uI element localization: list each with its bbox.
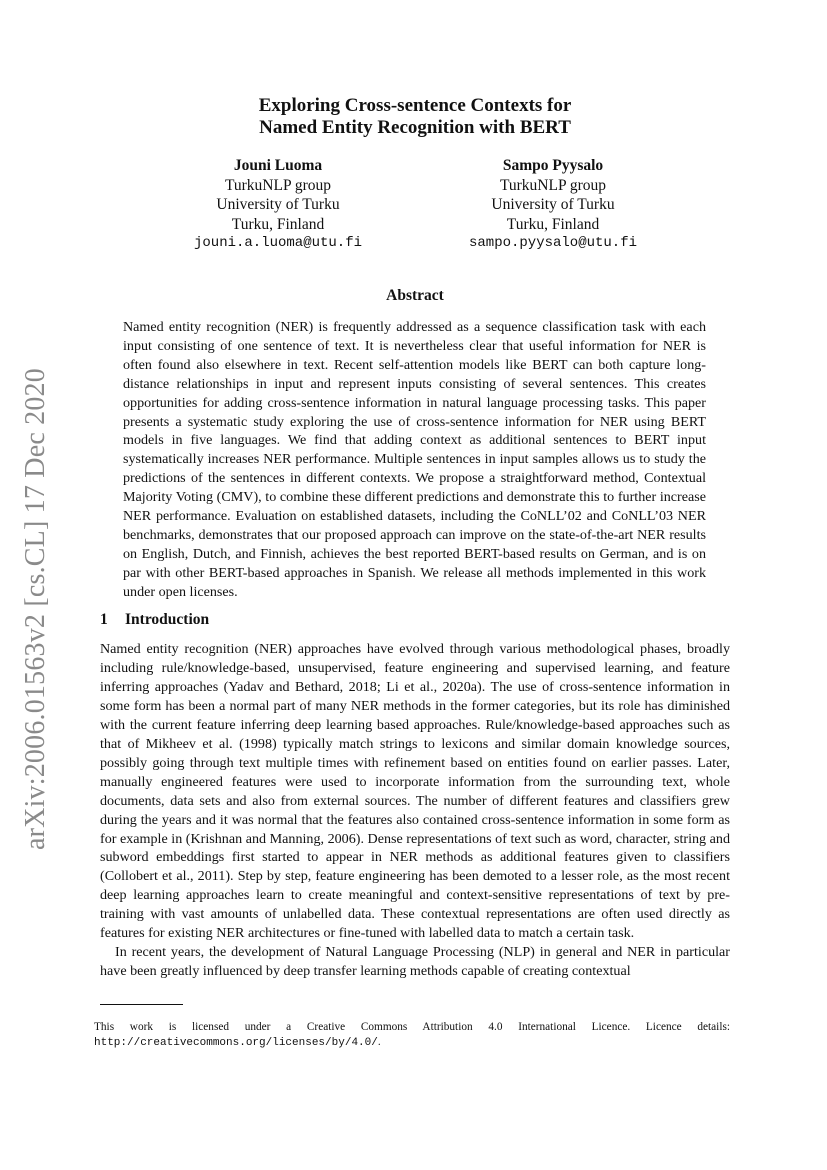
paragraph: Named entity recognition (NER) approaches have evolved through various methodological phases, broadly including rule/knowledge-based, unsupervised, feature engineering and supervised learning, and feature inferring approaches (Yadav and Bethard, 2018; Li et al., 2020a). The use of cross-sentence information in some form has been a normal part of many NER methods in the former categories, but its role has diminished with the current feature inferring deep learning based approaches. Rule/knowledge-based approaches such as that of Mikheev et al. (1998) typically match strings to lexicons and similar domain knowledge sources, possibly going through text multiple times with refinement based on entities found on earlier passes. Later, manually engineered features were used to incorporate information from the surrounding text, whole documents, data sets and also from external sources. The number of different features and classifiers grew during the years and it was normal that the features also contained cross-sentence information in some form as for example in (Krishnan and Manning, 2006). Dense representations of text such as word, character, string and subword embeddings first started to appear in NER methods as additional features given to classifiers (Collobert et al., 2011). Step by step, feature engineering has been demoted to a lesser role, as the most recent deep learning approaches learn to create meaningful and context-sensitive representations of text by pre-training with vast amounts of unlabelled data. These contextual representations are often used directly as features for existing NER architectures or fine-tuned with labelled data to match a certain task. (100, 641, 730, 942)
author-group: TurkuNLP group (499, 176, 607, 194)
author-email[interactable]: sampo.pyysalo@utu.fi (468, 235, 638, 252)
paragraph: In recent years, the development of Natural Language Processing (NLP) in general and NER in particular have been greatly influenced by deep transfer learning methods capable of creating contextual (100, 944, 730, 980)
author-university: University of Turku (216, 196, 340, 214)
introduction-body (100, 640, 730, 981)
footnote-link[interactable]: http://creativecommons.org/licenses/by/4.0/ (94, 1037, 378, 1049)
footnote-text: This work is licensed under a Creative Commons Attribution 4.0 International Licence. Licence details: (94, 1021, 730, 1033)
title-line-1: Exploring Cross-sentence Contexts for (258, 95, 572, 116)
author-location: Turku, Finland (231, 215, 325, 233)
section-number: 1 (100, 611, 108, 628)
author-name: Sampo Pyysalo (502, 157, 604, 174)
abstract-text: Named entity recognition (NER) is frequently addressed as a sequence classification task with each input consisting of one sentence of text. It is nevertheless clear that useful information for NER is often found also elsewhere in text. Recent self-attention models like BERT can both capture long-distance relationships in input and represent inputs consisting of several sentences. This creates opportunities for adding cross-sentence information in natural language processing tasks. This paper presents a systematic study exploring the use of cross-sentence information for NER using BERT models in five languages. We find that adding context as additional sentences to BERT input systematically increases NER performance. Multiple sentences in input samples allows us to study the predictions of the sentences in different contexts. We propose a straightforward method, Contextual Majority Voting (CMV), to combine these different predictions and demonstrate this to further increase NER performance. Evaluation on established datasets, including the CoNLL’02 and CoNLL’03 NER benchmarks, demonstrates that our proposed approach can improve on the state-of-the-art NER results on English, Dutch, and Finnish, achieves the best reported BERT-based results on German, and is on par with other BERT-based approaches in Spanish. We release all methods implemented in this work under open licenses. (123, 319, 706, 600)
paper-title (100, 95, 730, 139)
footnote-rule (100, 1004, 183, 1005)
author-email[interactable]: jouni.a.luoma@utu.fi (193, 235, 363, 252)
author-block-1 (148, 156, 408, 254)
arxiv-stamp (16, 360, 56, 850)
author-block-2 (423, 156, 683, 254)
author-location: Turku, Finland (506, 215, 600, 233)
section-title: Introduction (125, 611, 210, 628)
section-heading-introduction (100, 611, 209, 629)
abstract-heading: Abstract (386, 287, 444, 304)
footnote (94, 1020, 730, 1051)
author-university: University of Turku (491, 196, 615, 214)
author-name: Jouni Luoma (233, 157, 323, 174)
arxiv-identifier: arXiv:2006.01563v2 [cs.CL] 17 Dec 2020 (20, 368, 51, 850)
title-line-2: Named Entity Recognition with BERT (259, 117, 571, 138)
footnote-end: . (377, 1036, 381, 1048)
author-group: TurkuNLP group (224, 176, 332, 194)
